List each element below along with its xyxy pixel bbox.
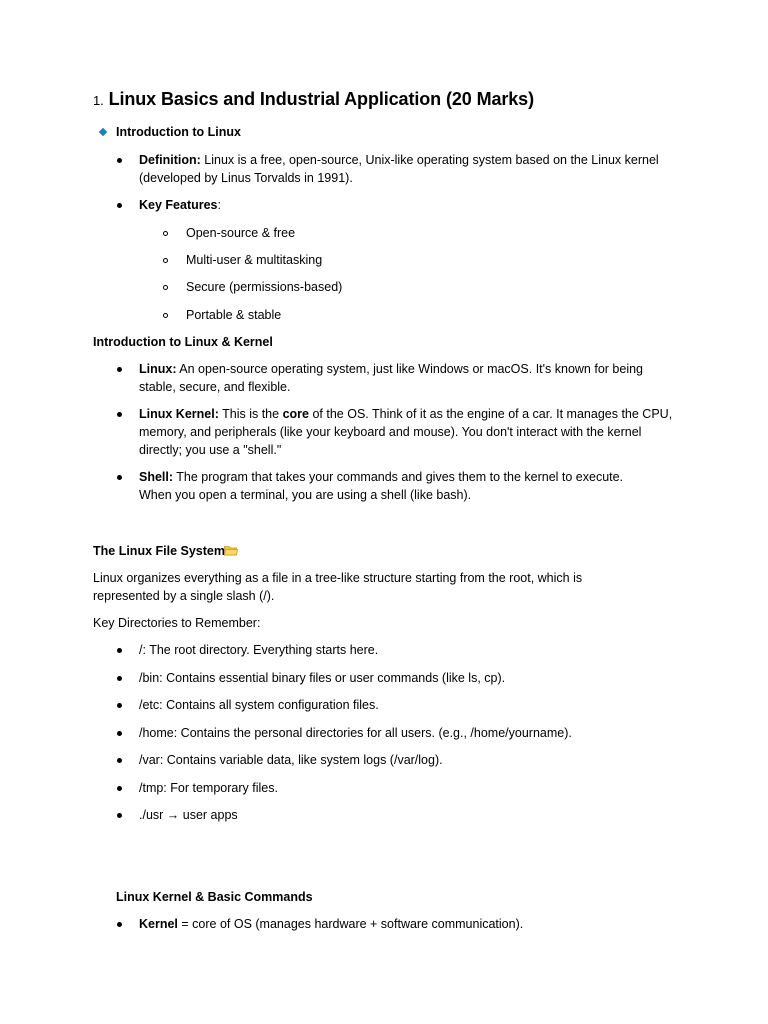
kernel-line-1 <box>139 405 672 423</box>
file-system-para-line-1: Linux organizes everything as a file in a tree-like structure starting from the root, which is <box>93 571 583 585</box>
directory-item: ./usr → user apps <box>139 808 238 822</box>
feature-item: Secure (permissions-based) <box>186 280 343 294</box>
linux-text-1: An open-source operating system, just like Windows or macOS. It's known for being <box>179 362 643 376</box>
definition-line-2: (developed by Linus Torvalds in 1991). <box>139 171 353 185</box>
bullet-icon <box>117 758 122 763</box>
definition-label: Definition: <box>139 153 201 167</box>
shell-line-1 <box>139 468 623 486</box>
key-features-colon: : <box>217 198 221 212</box>
bullet-icon <box>117 367 122 372</box>
kernel-line-3: directly; you use a "shell." <box>139 443 282 457</box>
kernel-label: Linux Kernel: <box>139 407 219 421</box>
linux-line-1 <box>139 360 643 378</box>
title-number: 1. <box>93 93 104 108</box>
bullet-icon <box>117 731 122 736</box>
title-text: Linux Basics and Industrial Application (20 Marks) <box>108 89 534 109</box>
bullet-icon <box>117 648 122 653</box>
kernel-core-word: core <box>282 407 309 421</box>
bullet-icon <box>117 203 122 208</box>
bullet-icon <box>117 786 122 791</box>
circle-bullet-icon <box>163 231 168 236</box>
bullet-icon <box>117 922 122 927</box>
bullet-icon <box>117 158 122 163</box>
key-features-line <box>139 196 221 214</box>
feature-item: Open-source & free <box>186 226 296 240</box>
kernel-term: Kernel <box>139 917 178 931</box>
page-title <box>93 89 534 110</box>
directory-item: /: The root directory. Everything starts here. <box>139 643 379 657</box>
section-heading-intro-linux: Introduction to Linux <box>116 125 241 139</box>
section-heading-file-system: The Linux File System <box>93 544 225 558</box>
linux-label: Linux: <box>139 362 177 376</box>
shell-label: Shell: <box>139 470 174 484</box>
shell-text-1: The program that takes your commands and gives them to the kernel to execute. <box>176 470 624 484</box>
folder-icon <box>224 545 238 556</box>
directory-item: /var: Contains variable data, like system logs (/var/log). <box>139 753 443 767</box>
kernel-definition-line <box>139 915 523 933</box>
directory-item: /bin: Contains essential binary files or user commands (like ls, cp). <box>139 671 506 685</box>
feature-item: Multi-user & multitasking <box>186 253 323 267</box>
section-heading-linux-kernel: Introduction to Linux & Kernel <box>93 335 273 349</box>
directory-item: /tmp: For temporary files. <box>139 781 278 795</box>
shell-line-2: When you open a terminal, you are using a shell (like bash). <box>139 488 472 502</box>
kernel-text-1b: of the OS. Think of it as the engine of a car. It manages the CPU, <box>312 407 673 421</box>
circle-bullet-icon <box>163 285 168 290</box>
bullet-icon <box>117 703 122 708</box>
diamond-bullet-icon <box>99 128 107 136</box>
key-directories-subheading: Key Directories to Remember: <box>93 616 261 630</box>
definition-line-1 <box>139 151 659 169</box>
feature-item: Portable & stable <box>186 308 282 322</box>
bullet-icon <box>117 813 122 818</box>
file-system-para-line-2: represented by a single slash (/). <box>93 589 275 603</box>
bullet-icon <box>117 676 122 681</box>
bullet-icon <box>117 475 122 480</box>
definition-text-1: Linux is a free, open-source, Unix-like operating system based on the Linux kernel <box>204 153 659 167</box>
kernel-line-2: memory, and peripherals (like your keyboard and mouse). You don't interact with the kernel <box>139 425 642 439</box>
key-features-label: Key Features <box>139 198 218 212</box>
kernel-text-1a: This is the <box>222 407 280 421</box>
section-heading-kernel-commands: Linux Kernel & Basic Commands <box>116 890 313 904</box>
kernel-definition-text: = core of OS (manages hardware + software communication). <box>181 917 524 931</box>
directory-item: /home: Contains the personal directories for all users. (e.g., /home/yourname). <box>139 726 572 740</box>
bullet-icon <box>117 412 122 417</box>
linux-line-2: stable, secure, and flexible. <box>139 380 291 394</box>
circle-bullet-icon <box>163 258 168 263</box>
directory-item: /etc: Contains all system configuration files. <box>139 698 379 712</box>
circle-bullet-icon <box>163 313 168 318</box>
